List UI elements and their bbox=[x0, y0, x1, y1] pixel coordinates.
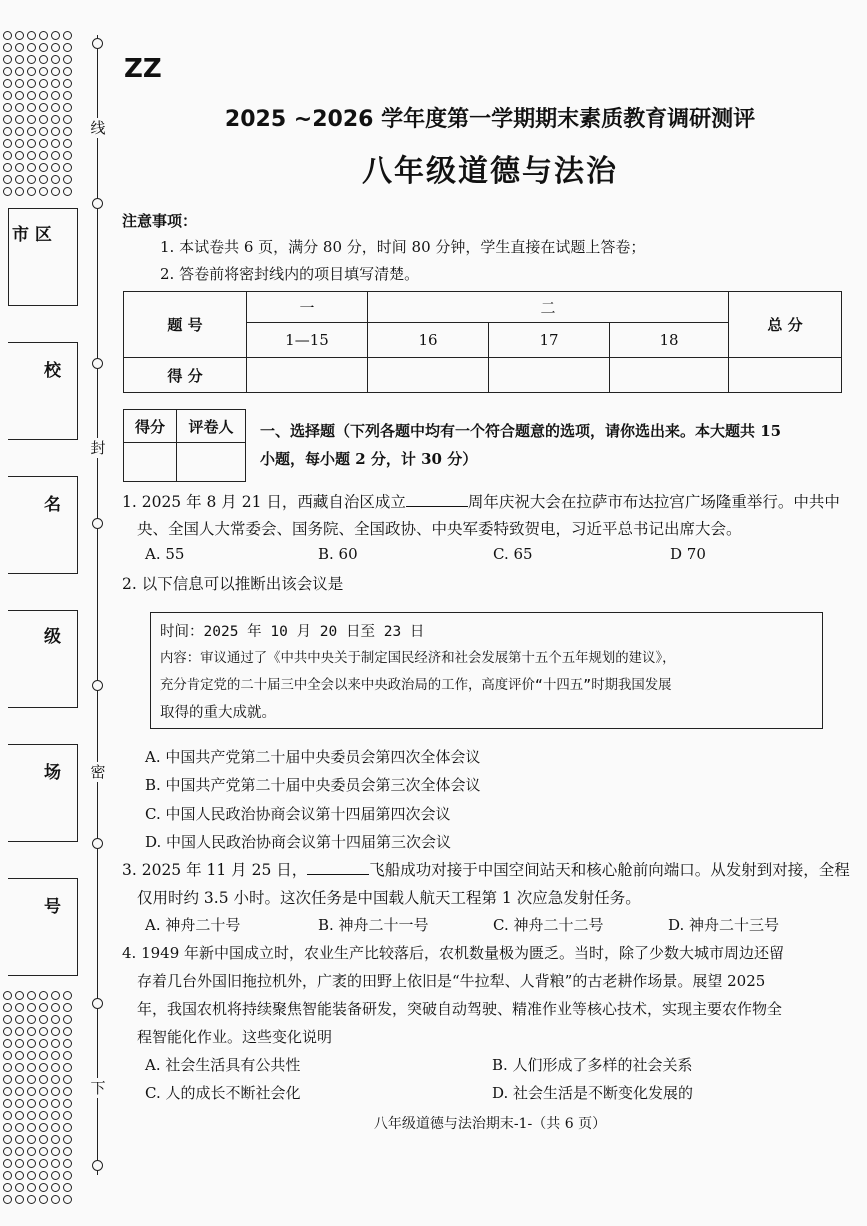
exam-room-label: 场 bbox=[44, 763, 61, 783]
score-table bbox=[123, 291, 842, 393]
q4-option-a[interactable]: A. 社会生活具有公共性 bbox=[145, 1056, 301, 1074]
seal-dot bbox=[92, 518, 103, 529]
q2-option-b[interactable]: B. 中国共产党第二十届中央委员会第三次全体会议 bbox=[145, 776, 481, 794]
seal-dot bbox=[92, 680, 103, 691]
page-footer: 八年级道德与法治期末-1-（共 6 页） bbox=[373, 1116, 607, 1132]
part-two-header: 二 bbox=[368, 292, 729, 323]
q4-stem-line1: 4. 1949 年新中国成立时，农业生产比较落后，农机数量极为匮乏。当时，除了少数大城市周边还留 bbox=[122, 944, 785, 962]
col-16: 16 bbox=[368, 323, 489, 358]
score-cell[interactable] bbox=[247, 358, 368, 393]
seal-dot bbox=[92, 38, 103, 49]
q4-stem-line2: 存着几台外国旧拖拉机外，广袤的田野上依旧是“牛拉犁、人背粮”的古老耕作场景。展望 2025 bbox=[137, 972, 766, 990]
binding-holes-top bbox=[2, 30, 74, 198]
col-1-15: 1—15 bbox=[247, 323, 368, 358]
seat-number-label: 号 bbox=[44, 897, 61, 917]
subject-title: 八年级道德与法治 bbox=[362, 154, 618, 189]
score-row-label: 得 分 bbox=[124, 358, 247, 393]
q1-stem-line2: 央、全国人大常委会、国务院、全国政协、中央军委特致贺电，习近平总书记出席大会。 bbox=[137, 520, 742, 538]
q4-option-b[interactable]: B. 人们形成了多样的社会关系 bbox=[492, 1056, 693, 1074]
col-17: 17 bbox=[489, 323, 610, 358]
q2-info-content-2: 充分肯定党的二十届三中全会以来中央政治局的工作，高度评价“十四五”时期我国发展 bbox=[160, 678, 672, 693]
q1-blank[interactable] bbox=[406, 492, 468, 507]
school-field[interactable] bbox=[8, 342, 78, 440]
score-cell[interactable] bbox=[368, 358, 489, 393]
grader-box bbox=[123, 409, 246, 482]
notice-item-1: 1. 本试卷共 6 页，满分 80 分，时间 80 分钟，学生直接在试题上答卷； bbox=[160, 238, 646, 256]
part-one-header: 一 bbox=[247, 292, 368, 323]
exam-title: 2025 ~2026 学年度第一学期期末素质教育调研测评 bbox=[224, 107, 756, 132]
q3-option-b[interactable]: B. 神舟二十一号 bbox=[318, 916, 429, 934]
notice-item-2: 2. 答卷前将密封线内的项目填写清楚。 bbox=[160, 265, 420, 283]
q4-option-d[interactable]: D. 社会生活是不断变化发展的 bbox=[492, 1084, 694, 1102]
q3-option-c[interactable]: C. 神舟二十二号 bbox=[493, 916, 604, 934]
class-field[interactable] bbox=[8, 610, 78, 708]
q3-blank[interactable] bbox=[307, 860, 369, 875]
seal-char-line: 线 bbox=[88, 118, 108, 138]
q2-stem: 2. 以下信息可以推断出该会议是 bbox=[122, 575, 344, 593]
section-one-heading-cont: 小题，每小题 2 分，计 30 分） bbox=[260, 450, 478, 468]
seal-char-below: 下 bbox=[88, 1078, 108, 1098]
seal-char-seal: 封 bbox=[88, 438, 108, 458]
grader-score-label: 得分 bbox=[124, 410, 177, 443]
section-one-heading: 一、选择题（下列各题中均有一个符合题意的选项，请你选出来。本大题共 15 bbox=[260, 422, 782, 440]
q2-option-d[interactable]: D. 中国人民政治协商会议第十四届第三次会议 bbox=[145, 833, 452, 851]
q3-stem-line2: 仅用时约 3.5 小时。这次任务是中国载人航天工程第 1 次应急发射任务。 bbox=[137, 889, 641, 907]
q4-option-c[interactable]: C. 人的成长不断社会化 bbox=[145, 1084, 301, 1102]
q1-stem-part2: 周年庆祝大会在拉萨市布达拉宫广场隆重举行。中共中 bbox=[467, 493, 840, 511]
notice-heading: 注意事项： bbox=[122, 212, 198, 230]
seal-dot bbox=[92, 198, 103, 209]
q3-option-d[interactable]: D. 神舟二十三号 bbox=[668, 916, 780, 934]
q3-stem-part2: 飞船成功对接于中国空间站天和核心舱前向端口。从发射到对接，全程 bbox=[369, 861, 850, 879]
q2-option-c[interactable]: C. 中国人民政治协商会议第十四届第四次会议 bbox=[145, 805, 451, 823]
q1-option-b[interactable]: B. 60 bbox=[318, 545, 358, 563]
col-18: 18 bbox=[610, 323, 729, 358]
paper-code: ZZ bbox=[124, 54, 162, 84]
seat-number-field[interactable] bbox=[8, 878, 78, 976]
q4-stem-line3: 年，我国农机将持续聚焦智能装备研发，突破自动驾驶、精准作业等核心技术，实现主要农作物全 bbox=[137, 1000, 783, 1018]
q3-stem-part1: 3. 2025 年 11 月 25 日， bbox=[122, 861, 308, 879]
question-number-header: 题 号 bbox=[124, 292, 247, 358]
name-label: 名 bbox=[44, 495, 61, 515]
total-header: 总 分 bbox=[729, 292, 842, 358]
q3-option-a[interactable]: A. 神舟二十号 bbox=[145, 916, 241, 934]
binding-holes-bottom bbox=[2, 990, 74, 1206]
score-cell[interactable] bbox=[610, 358, 729, 393]
grader-score-cell[interactable] bbox=[124, 443, 177, 482]
city-label: 市 区 bbox=[12, 225, 52, 245]
school-label: 校 bbox=[44, 361, 61, 381]
total-score-cell[interactable] bbox=[729, 358, 842, 393]
q1-option-a[interactable]: A. 55 bbox=[145, 545, 185, 563]
seal-dot bbox=[92, 838, 103, 849]
exam-room-field[interactable] bbox=[8, 744, 78, 842]
q1-option-c[interactable]: C. 65 bbox=[493, 545, 533, 563]
grader-name-cell[interactable] bbox=[177, 443, 246, 482]
seal-dot bbox=[92, 998, 103, 1009]
q4-stem-line4: 程智能化作业。这些变化说明 bbox=[137, 1028, 333, 1046]
seal-char-secret: 密 bbox=[88, 762, 108, 782]
q2-info-time: 时间：2025 年 10 月 20 日至 23 日 bbox=[160, 624, 425, 640]
score-cell[interactable] bbox=[489, 358, 610, 393]
seal-dot bbox=[92, 1160, 103, 1171]
q2-info-content-3: 取得的重大成就。 bbox=[160, 705, 276, 721]
q1-stem-part1: 1. 2025 年 8 月 21 日，西藏自治区成立 bbox=[122, 493, 406, 511]
q2-info-content-1: 内容：审议通过了《中共中央关于制定国民经济和社会发展第十五个五年规划的建议》， bbox=[160, 651, 676, 666]
q2-option-a[interactable]: A. 中国共产党第二十届中央委员会第四次全体会议 bbox=[145, 748, 481, 766]
q3-stem bbox=[122, 858, 850, 880]
name-field[interactable] bbox=[8, 476, 78, 574]
grader-name-label: 评卷人 bbox=[177, 410, 246, 443]
class-label: 级 bbox=[44, 627, 61, 647]
q1-stem bbox=[122, 490, 840, 512]
q1-option-d[interactable]: D 70 bbox=[670, 545, 706, 563]
seal-dot bbox=[92, 358, 103, 369]
